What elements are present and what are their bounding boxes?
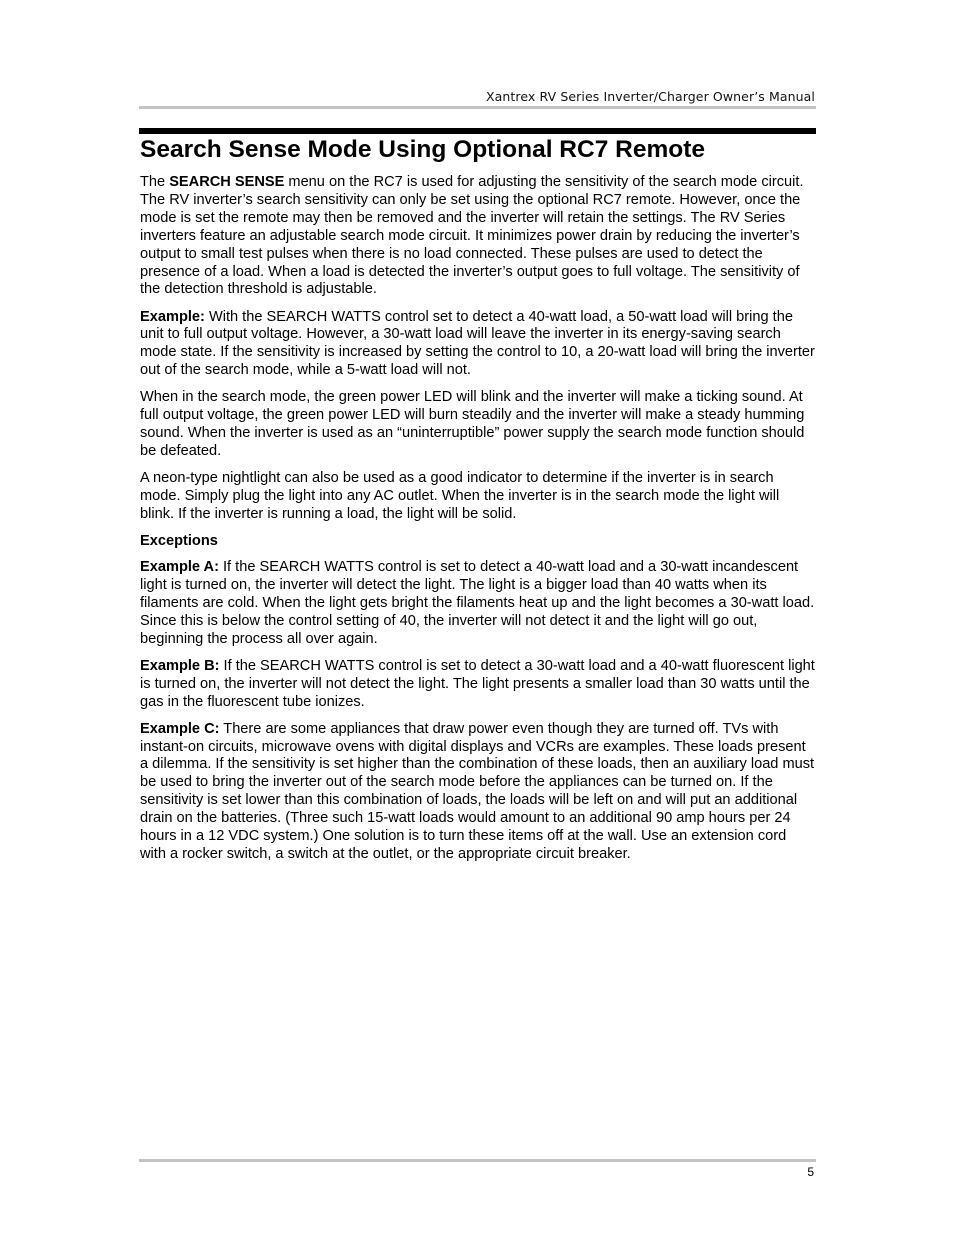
intro-prefix: The [140,174,170,190]
example-paragraph [140,309,816,381]
example-label: Example: [140,308,205,325]
example-c-text: There are some appliances that draw power even though they are turned off. TVs with instant-on circuits, microwave ovens with digital displays and VCRs are examples. These loads present a dilemma. If the sensitivity is set higher than the combination of these loads, then an auxiliary load must be used to bring the inverter out of the search mode before the appliances can be turned on. If the sensitivity is set lower than this combination of loads, the loads will be left on and will put an additional drain on the batteries. (Three such 15-watt loads would amount to an additional 90 amp hours per 24 hours in a 12 VDC system.) One solution is to turn these items off at the wall. Use an extension cord with a rocker switch, a switch at the outlet, or the appropriate circuit breaker. [140,720,815,862]
exceptions-heading: Exceptions [140,533,218,550]
example-text: With the SEARCH WATTS control set to detect a 40-watt load, a 50-watt load will bring the unit to full output voltage. However, a 30-watt load will leave the inverter in its energy-saving search mode state. If the sensitivity is increased by setting the control to 10, a 20-watt load will bring the inverter out of the search mode, while a 5-watt load will not. [140,308,815,379]
search-sense-term: SEARCH SENSE [169,174,285,190]
page-number: 5 [807,1165,814,1179]
header-rule [139,106,816,109]
example-b-text: If the SEARCH WATTS control is set to detect a 30-watt load and a 40-watt fluorescent light is turned on, the inverter will not detect the light. The light presents a smaller load than 30 watts until the gas in the fluorescent tube ionizes. [140,657,815,710]
intro-text: menu on the RC7 is used for adjusting the sensitivity of the search mode circuit. The RV inverter’s search sensitivity can only be set using the optional RC7 remote. However, once the mode is set the remote may then be removed and the inverter will retain the settings. The RV Series inverters feature an adjustable search mode circuit. It minimizes power drain by reducing the inverter’s output to small test pulses when there is no load connected. These pulses are used to detect the presence of a load. When a load is detected the inverter’s output goes to full voltage. The sensitivity of the detection threshold is adjustable. [140,174,804,298]
title-rule [139,128,816,134]
intro-paragraph [140,174,816,299]
example-a-label: Example A: [140,558,219,575]
example-c-paragraph [140,721,816,864]
example-a-paragraph [140,559,816,649]
example-a-text: If the SEARCH WATTS control is set to detect a 40-watt load and a 30-watt incandescent light is turned on, the inverter will detect the light. The light is a bigger load than 40 watts when its filaments are cold. When the light gets bright the filaments heat up and the light becomes a 30-watt load. Since this is below the control setting of 40, the inverter will not detect it and the light will go out, beginning the process all over again. [140,558,815,647]
example-b-label: Example B: [140,657,220,674]
nightlight-paragraph: A neon-type nightlight can also be used as a good indicator to determine if the inverter is in search mode. Simply plug the light into any AC outlet. When the inverter is in the search mode the light will blink. If the inverter is running a load, the light will be solid. [140,470,780,522]
running-header: Xantrex RV Series Inverter/Charger Owner’s Manual [485,89,815,104]
example-b-paragraph [140,658,816,712]
section-title: Search Sense Mode Using Optional RC7 Remote [140,136,705,163]
led-paragraph: When in the search mode, the green power LED will blink and the inverter will make a ticking sound. At full output voltage, the green power LED will burn steadily and the inverter will make a steady humming sound. When the inverter is used as an “uninterruptible” power supply the search mode function should be defeated. [140,389,805,460]
example-c-label: Example C: [140,720,220,737]
footer-rule [139,1159,816,1162]
section-body [140,174,816,873]
